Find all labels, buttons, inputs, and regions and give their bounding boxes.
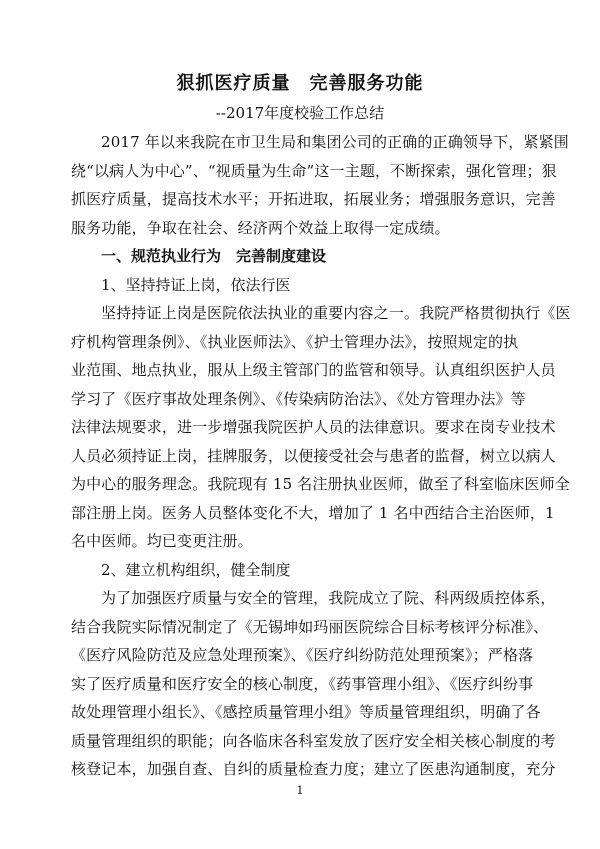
paragraph-line: 核登记本，加强自查、自纠的质量检查力度；建立了医患沟通制度，充分	[71, 760, 556, 778]
intro-line: 服务功能，争取在社会、经济两个效益上取得一定成绩。	[71, 219, 450, 237]
paragraph-line: 人员必须持证上岗，挂牌服务，以便接受社会与患者的监督，树立以病人	[71, 447, 556, 465]
document-subtitle: --2017年度校验工作总结	[215, 104, 385, 122]
paragraph-line: 业范围、地点执业，服从上级主管部门的监管和领导。认真组织医护人员	[71, 361, 556, 379]
paragraph-line: 为了加强医疗质量与安全的管理，我院成立了院、科两级质控体系，	[101, 589, 556, 607]
subsection-heading: 1、坚持持证上岗，依法行医	[101, 276, 291, 294]
intro-line: 抓医疗质量，提高技术水平；开拓进取，拓展业务；增强服务意识，完善	[71, 190, 556, 208]
paragraph-line: 疗机构管理条例》、《执业医师法》、《护士管理办法》，按照规定的执	[71, 333, 519, 351]
paragraph-line: 结合我院实际情况制定了《无锡坤如玛丽医院综合目标考核评分标准》、	[71, 618, 549, 636]
intro-line: 绕“以病人为中心”、“视质量为生命”这一主题，不断探索，强化管理；狠	[71, 162, 557, 180]
paragraph-line: 名中医师。均已变更注册。	[71, 532, 253, 550]
intro-line: 2017 年以来我院在市卫生局和集团公司的正确的正确领导下，紧紧围	[101, 133, 569, 151]
paragraph-line: 部注册上岗。医务人员整体变化不大，增加了 1 名中西结合主治医师，1	[71, 504, 555, 522]
paragraph-line: 实了医疗质量和医疗安全的核心制度，《药事管理小组》、《医疗纠纷事	[71, 675, 534, 693]
page-number: 1	[296, 784, 304, 797]
section-heading: 一、规范执业行为 完善制度建设	[101, 247, 327, 265]
subsection-heading: 2、建立机构组织，健全制度	[101, 561, 291, 579]
paragraph-line: 《医疗风险防范及应急处理预案》、《医疗纠纷防范处理预案》；严格落	[71, 646, 534, 664]
paragraph-line: 坚持持证上岗是医院依法执业的重要内容之一。我院严格贯彻执行《医	[101, 304, 571, 322]
paragraph-line: 为中心的服务理念。我院现有 15 名注册执业医师，做至了科室临床医师全	[71, 475, 570, 493]
paragraph-line: 故处理管理小组长》、《感控质量管理小组》等质量管理组织，明确了各	[71, 703, 541, 721]
paragraph-line: 法律法规要求，进一步增强我院医护人员的法律意识。要求在岗专业技术	[71, 418, 556, 436]
paragraph-line: 学习了《医疗事故处理条例》、《传染病防治法》、《处方管理办法》等	[71, 390, 526, 408]
paragraph-line: 质量管理组织的职能；向各临床各科室发放了医疗安全相关核心制度的考	[71, 732, 556, 750]
document-title: 狠抓医疗质量 完善服务功能	[176, 73, 424, 94]
